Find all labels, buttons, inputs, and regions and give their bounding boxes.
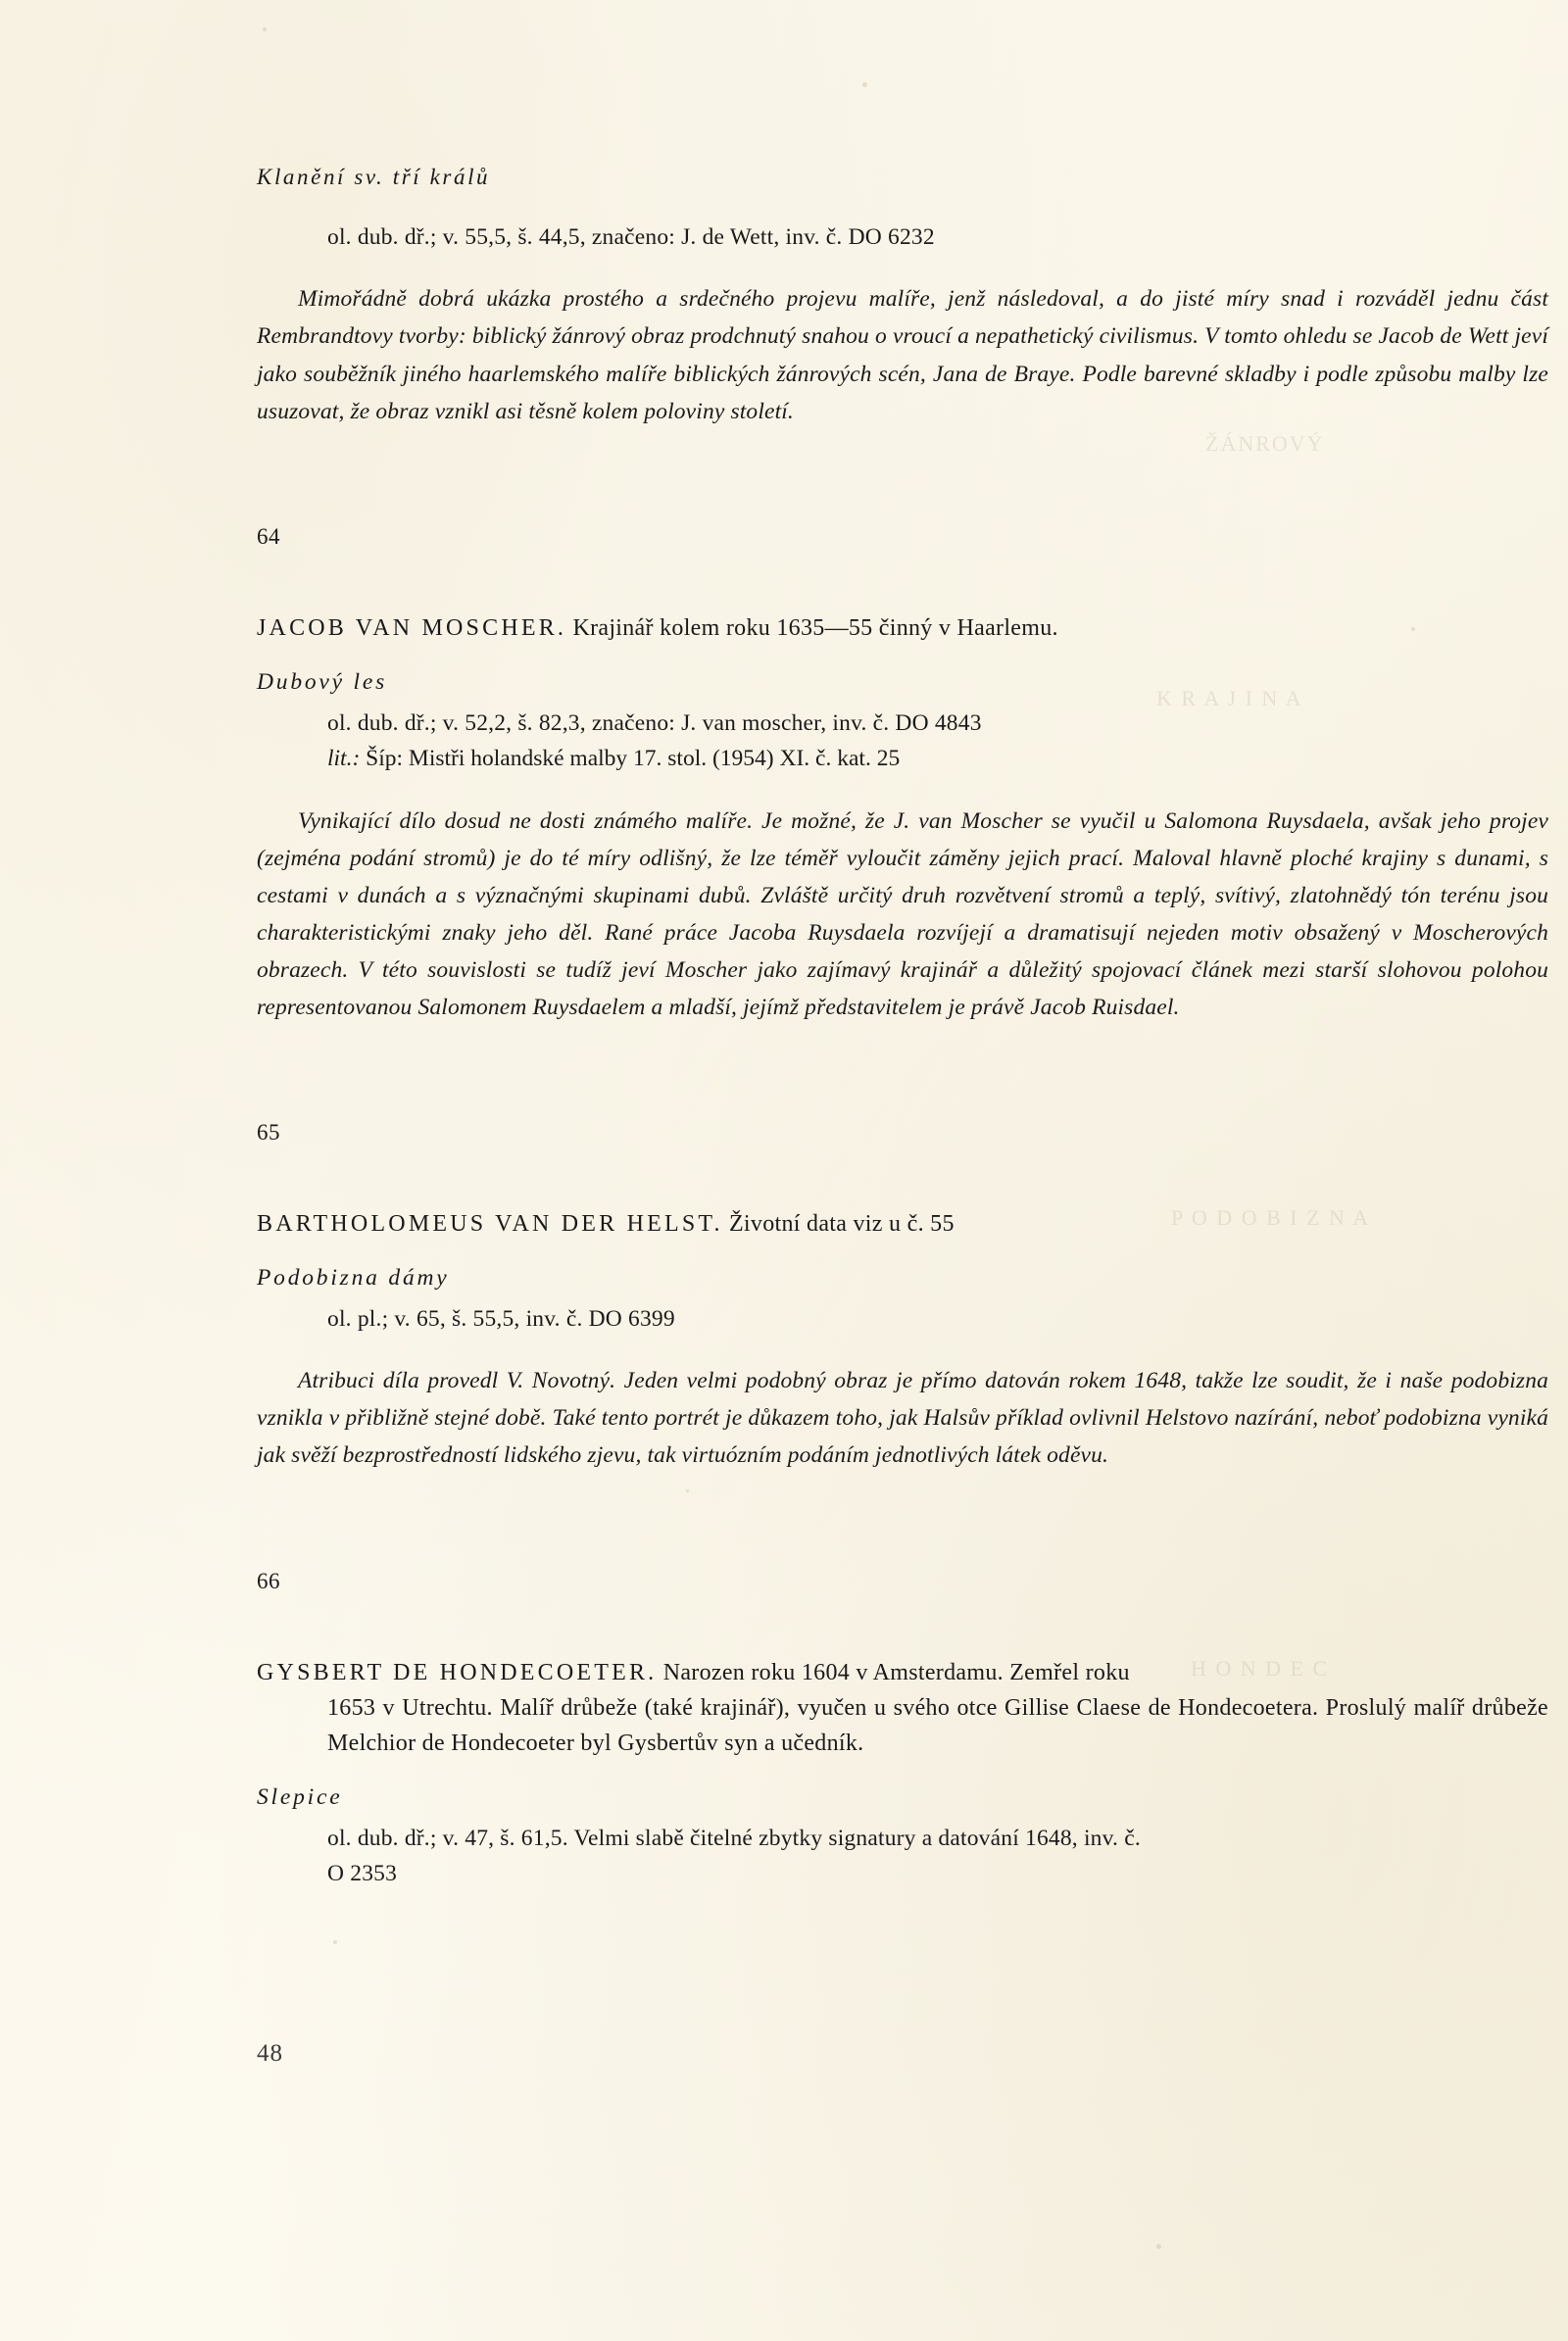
running-title: Klanění sv. tří králů	[257, 165, 491, 189]
showthrough-text: ŽÁNROVÝ	[1205, 431, 1325, 456]
catalog-line-66: ol. dub. dř.; v. 47, š. 61,5. Velmi slabě čitelné zbytky signatury a datování 1648, inv. č.	[327, 1825, 1141, 1851]
artist-name-64: JACOB VAN MOSCHER.	[257, 614, 567, 641]
catalog-line-64: ol. dub. dř.; v. 52,2, š. 82,3, značeno: J. van moscher, inv. č. DO 4843	[327, 709, 982, 736]
description-paragraph-64: Vynikající dílo dosud ne dosti známého malíře. Je možné, že J. van Moscher se vyučil u Salomona Ruysdaela, avšak jeho projev (zejména podání stromů) je do té míry odlišný, že lze téměř vyloučit záměny jejich prací. Maloval hlavně ploché krajiny s dunami, s cestami v dunách a s význačnými skupinami dubů. Zvláště určitý druh rozvětvení stromů a teplý, svítivý, zlatohnědý tón terénu jsou charakteristickými znaky jeho děl. Rané práce Jacoba Ruysdaela rozvíjejí a dramatisují nejeden motiv obsažený v Moscherových obrazech. V této souvislosti se tudíž jeví Moscher jako zajímavý krajinář a důležitý spojovací článek mezi starší slohovou polohou representovanou Salomonem Ruysdaelem a mladší, jejímž představitelem je právě Jacob Ruisdael.	[257, 807, 1548, 1020]
work-title-64: Dubový les	[257, 668, 388, 695]
catalog-line-wett: ol. dub. dř.; v. 55,5, š. 44,5, značeno: J. de Wett, inv. č. DO 6232	[327, 224, 935, 250]
artist-name-66: GYSBERT DE HONDECOETER.	[257, 1659, 658, 1685]
page-number: 48	[257, 2040, 283, 2067]
artist-heading-66	[257, 1655, 1548, 1761]
literature-label-64: lit.:	[327, 746, 361, 772]
artist-heading-65	[257, 1206, 1548, 1242]
paper-speckle	[862, 82, 867, 87]
artist-bio-65: Životní data viz u č. 55	[728, 1210, 955, 1237]
artist-bio-64: Krajinář kolem roku 1635—55 činný v Haarlemu.	[572, 614, 1058, 641]
work-title-66: Slepice	[257, 1783, 343, 1810]
showthrough-text: H O N D E C	[1191, 1656, 1330, 1681]
paper-speckle	[333, 1940, 337, 1944]
work-title-65: Podobizna dámy	[257, 1264, 450, 1291]
catalog-line-66-cont: O 2353	[327, 1860, 398, 1886]
entry-number-66: 66	[257, 1568, 280, 1593]
entry-number-65: 65	[257, 1119, 280, 1145]
artist-bio-66: Narozen roku 1604 v Amsterdamu. Zemřel roku	[662, 1659, 1130, 1685]
document-body	[257, 165, 1548, 1891]
entry-number-64: 64	[257, 523, 280, 549]
paper-speckle	[263, 27, 267, 31]
showthrough-text: K R A J I N A	[1156, 686, 1303, 710]
catalog-line-65: ol. pl.; v. 65, š. 55,5, inv. č. DO 6399	[327, 1305, 675, 1332]
artist-bio-66-cont: 1653 v Utrechtu. Malíř drůbeže (také krajinář), vyučen u svého otce Gillise Claese de Hondecoetera. Proslulý malíř drůbeže Melchior de Hondecoeter byl Gysbertův syn a učedník.	[327, 1694, 1548, 1756]
artist-heading-64	[257, 610, 1548, 646]
description-paragraph-wett: Mimořádně dobrá ukázka prostého a srdečného projevu malíře, jenž následoval, a do jisté míry snad i rozváděl jednu část Rembrandtovy tvorby: biblický žánrový obraz prodchnutý snahou o vroucí a nepathetický civilismus. V tomto ohledu se Jacob de Wett jeví jako souběžník jiného haarlemského malíře biblických žánrových scén, Jana de Braye. Podle barevné skladby i podle způsobu malby lze usuzovat, že obraz vznikl asi těsně kolem poloviny století.	[257, 286, 1548, 424]
literature-text-64: Šíp: Mistři holandské malby 17. stol. (1954) XI. č. kat. 25	[366, 746, 901, 772]
literature-line-64	[327, 741, 1548, 776]
artist-name-65: BARTHOLOMEUS VAN DER HELST.	[257, 1210, 723, 1237]
paper-speckle	[1156, 2244, 1161, 2249]
description-paragraph-65: Atribuci díla provedl V. Novotný. Jeden velmi podobný obraz je přímo datován rokem 1648, takže lze soudit, že i naše podobizna vznikla v přibližně stejné době. Také tento portrét je důkazem toho, jak Halsův příklad ovlivnil Helstovo nazírání, neboť podobizna vyniká jak svěží bezprostředností lidského zjevu, tak virtuózním podáním jednotlivých látek oděvu.	[257, 1368, 1548, 1469]
showthrough-text: P O D O B I Z N A	[1171, 1205, 1371, 1230]
